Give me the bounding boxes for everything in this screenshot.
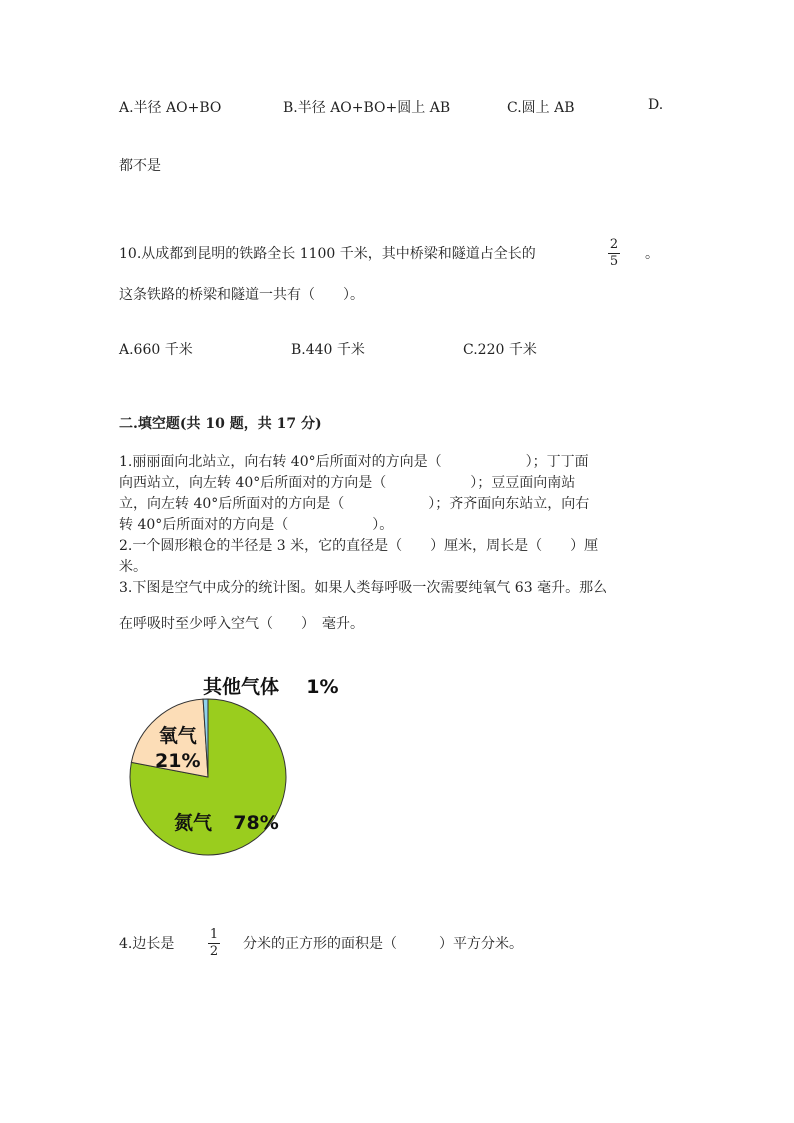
fill4-post: 分米的正方形的面积是（ ）平方分米。 bbox=[243, 936, 523, 952]
air-composition-pie-chart bbox=[120, 690, 320, 880]
oxygen-name: 氧气 bbox=[158, 725, 197, 747]
fill1-line4: 转 40°后所面对的方向是（ ）。 bbox=[119, 517, 394, 533]
label-other-gases bbox=[203, 672, 339, 699]
fill3-line1: 3.下图是空气中成分的统计图。如果人类每呼吸一次需要纯氧气 63 毫升。那么 bbox=[119, 580, 608, 596]
q10-line2: 这条铁路的桥梁和隧道一共有（ ）。 bbox=[119, 287, 364, 303]
fill4-fraction-denominator: 2 bbox=[209, 944, 219, 959]
fill1-line3: 立，向左转 40°后所面对的方向是（ ）；齐齐面向东站立，向右 bbox=[119, 496, 590, 512]
q9-option-d: D. bbox=[648, 97, 664, 113]
q10-stem-end: 。 bbox=[645, 246, 659, 262]
fill2-line2: 米。 bbox=[119, 559, 147, 575]
fill3-line2: 在呼吸时至少呼入空气（ ） 毫升。 bbox=[119, 616, 364, 632]
q9-option-b: B.半径 AO+BO+圆上 AB bbox=[283, 100, 451, 116]
fill2-line1: 2.一个圆形粮仓的半径是 3 米，它的直径是（ ）厘米，周长是（ ）厘 bbox=[119, 538, 599, 554]
fill4-pre: 4.边长是 bbox=[119, 936, 175, 952]
section-title: 二.填空题(共 10 题，共 17 分) bbox=[119, 416, 322, 432]
q10-option-a: A.660 千米 bbox=[119, 342, 193, 358]
q9-option-d-text: 都不是 bbox=[119, 158, 161, 174]
fill4-fraction bbox=[206, 928, 222, 959]
q10-fraction bbox=[606, 238, 622, 269]
q10-fraction-numerator: 2 bbox=[609, 237, 619, 252]
nitrogen-value: 78% bbox=[233, 812, 279, 834]
fill4-fraction-numerator: 1 bbox=[209, 927, 219, 942]
q10-option-c: C.220 千米 bbox=[463, 342, 537, 358]
label-oxygen bbox=[155, 724, 200, 774]
q10-fraction-denominator: 5 bbox=[609, 254, 619, 269]
fill1-line1: 1.丽丽面向北站立，向右转 40°后所面对的方向是（ ）；丁丁面 bbox=[119, 454, 589, 470]
nitrogen-name: 氮气 bbox=[174, 812, 213, 834]
q9-option-c: C.圆上 AB bbox=[507, 100, 575, 116]
other-gases-name: 其他气体 bbox=[203, 676, 280, 698]
other-gases-value: 1% bbox=[306, 676, 339, 698]
q10-stem: 10.从成都到昆明的铁路全长 1100 千米，其中桥梁和隧道占全长的 bbox=[119, 246, 536, 262]
q9-option-a: A.半径 AO+BO bbox=[119, 100, 222, 116]
label-nitrogen bbox=[174, 808, 279, 835]
fill1-line2: 向西站立，向左转 40°后所面对的方向是（ ）；豆豆面向南站 bbox=[119, 475, 576, 491]
q10-option-b: B.440 千米 bbox=[291, 342, 365, 358]
oxygen-value: 21% bbox=[155, 750, 201, 772]
